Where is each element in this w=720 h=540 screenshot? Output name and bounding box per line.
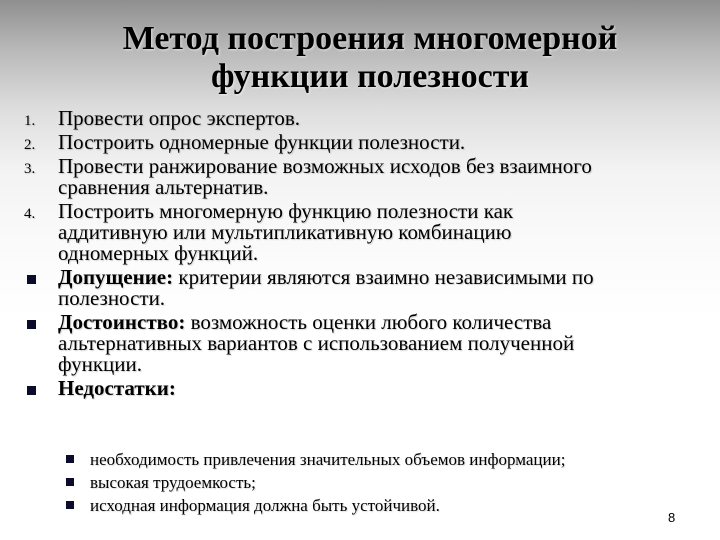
sub-item-text: высокая трудоемкость; [90,473,256,492]
numbered-item-2 [0,132,720,153]
sub-item-text: необходимость привлечения значительных объемов информации; [90,450,566,469]
bullet-item-drawbacks [0,378,720,399]
item-text: возможность оценки любого количества [185,310,552,334]
item-line [58,312,720,333]
page-number: 8 [668,510,676,525]
item-label: Достоинство: [58,310,186,334]
numbered-item-4 [0,201,720,264]
item-line: Провести ранжирование возможных исходов без взаимного [58,154,592,178]
item-line: одномерных функций. [58,241,259,265]
item-line: аддитивную или мультипликативную комбинацию [58,220,512,244]
main-list [0,108,720,402]
square-bullet-icon [66,455,74,463]
item-line [58,267,720,288]
item-label: Допущение: [58,265,174,289]
square-bullet-icon [27,320,36,329]
slide-title-line-1: Метод построения многомерной [122,20,618,57]
item-line: Провести опрос экспертов. [58,106,300,130]
sub-item [0,448,720,471]
item-number: 3. [24,161,36,177]
item-line: функции. [58,352,142,376]
sub-item [0,494,720,517]
item-text: критерии являются взаимно независимыми по [173,265,594,289]
bullet-item-advantage [0,312,720,375]
square-bullet-icon [66,478,74,486]
slide-title-line-2: функции полезности [210,58,530,95]
numbered-item-1 [0,108,720,129]
item-line: полезности. [58,286,166,310]
drawbacks-sublist [0,448,720,517]
square-bullet-icon [66,501,74,509]
square-bullet-icon [27,386,36,395]
item-number: 4. [24,206,36,222]
sub-item-text: исходная информация должна быть устойчивой. [90,496,440,515]
item-line [58,378,720,399]
bullet-item-assumption [0,267,720,309]
item-line: Построить многомерную функцию полезности как [58,199,514,223]
item-line: альтернативных вариантов с использованием полученной [58,331,575,355]
item-label: Недостатки: [58,376,176,400]
item-line: Построить одномерные функции полезности. [58,130,466,154]
square-bullet-icon [27,275,36,284]
numbered-item-3 [0,156,720,198]
sub-item [0,471,720,494]
slide-title [60,20,680,96]
item-line: сравнения альтернатив. [58,175,269,199]
item-number: 1. [24,113,36,129]
item-number: 2. [24,137,36,153]
